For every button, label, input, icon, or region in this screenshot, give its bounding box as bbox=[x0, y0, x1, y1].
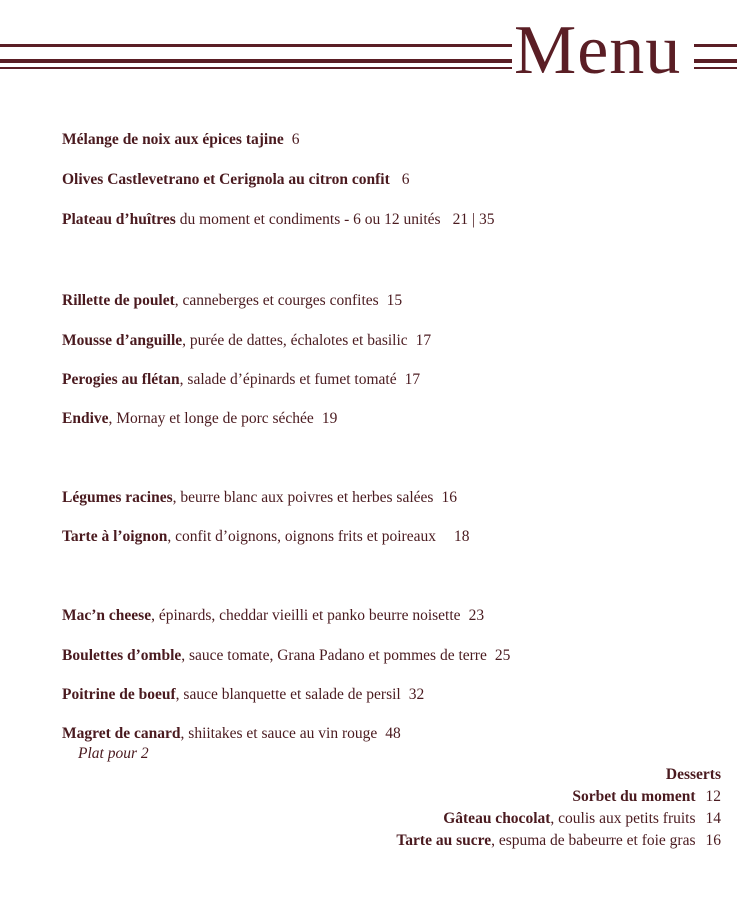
menu-item bbox=[62, 370, 420, 390]
item-price: 14 bbox=[705, 810, 721, 827]
item-price: 6 bbox=[291, 131, 300, 148]
item-desc: , épinards, cheddar vieilli et panko beurre noisette bbox=[151, 607, 461, 624]
item-price: 23 bbox=[468, 607, 485, 624]
header-rule-right-bottom bbox=[694, 67, 737, 69]
item-desc: , beurre blanc aux poivres et herbes salées bbox=[172, 489, 434, 506]
item-name: Rillette de poulet bbox=[62, 292, 175, 309]
item-desc: , espuma de babeurre et foie gras bbox=[491, 832, 696, 849]
item-price: 19 bbox=[321, 410, 338, 427]
item-price: 17 bbox=[415, 332, 432, 349]
menu-item bbox=[62, 130, 299, 150]
item-name: Magret de canard bbox=[62, 725, 181, 742]
menu-item bbox=[62, 291, 402, 311]
item-price: 48 bbox=[385, 725, 401, 742]
dessert-item bbox=[396, 830, 721, 852]
item-desc: , shiitakes et sauce au vin rouge bbox=[180, 725, 378, 742]
header-rule-left-middle bbox=[0, 59, 512, 63]
item-name: Mousse d’anguille bbox=[62, 332, 183, 349]
item-name: Perogies au flétan bbox=[62, 371, 180, 388]
item-price: 6 bbox=[401, 171, 410, 188]
item-desc: , salade d’épinards et fumet tomaté bbox=[179, 371, 397, 388]
menu-item bbox=[62, 331, 431, 351]
item-desc: , coulis aux petits fruits bbox=[550, 810, 696, 827]
menu-item bbox=[62, 409, 337, 429]
item-name: Légumes racines bbox=[62, 489, 173, 506]
item-price: 12 bbox=[705, 788, 721, 805]
item-name: Endive bbox=[62, 410, 109, 427]
menu-item bbox=[62, 170, 410, 190]
item-price: 18 bbox=[453, 528, 470, 545]
item-desc: , Mornay et longe de porc séchée bbox=[108, 410, 314, 427]
item-desc: , purée de dattes, échalotes et basilic bbox=[182, 332, 408, 349]
menu-item bbox=[62, 646, 510, 666]
item-desc: , sauce blanquette et salade de persil bbox=[175, 686, 401, 703]
item-desc: , canneberges et courges confites bbox=[174, 292, 379, 309]
item-name: Tarte à l’oignon bbox=[62, 528, 168, 545]
item-name: Gâteau chocolat bbox=[443, 810, 551, 827]
menu-item bbox=[62, 488, 457, 508]
menu-item bbox=[62, 606, 484, 626]
item-price: 32 bbox=[408, 686, 425, 703]
item-desc: , confit d’oignons, oignons frits et poireaux bbox=[167, 528, 436, 545]
item-price: 21 | 35 bbox=[452, 211, 495, 228]
item-name: Mac’n cheese bbox=[62, 607, 152, 624]
item-desc: , sauce tomate, Grana Padano et pommes de terre bbox=[181, 647, 487, 664]
item-price: 17 bbox=[404, 371, 421, 388]
dessert-item bbox=[396, 808, 721, 830]
item-name: Olives Castlevetrano et Cerignola au citron confit bbox=[62, 171, 390, 188]
dessert-item bbox=[396, 786, 721, 808]
desserts-heading: Desserts bbox=[665, 766, 721, 783]
item-name: Poitrine de boeuf bbox=[62, 686, 176, 703]
desserts-section bbox=[396, 764, 721, 852]
menu-item bbox=[62, 685, 424, 705]
menu-item bbox=[62, 724, 401, 744]
item-name: Plateau d’huîtres bbox=[62, 211, 176, 228]
item-price: 16 bbox=[705, 832, 721, 849]
item-price: 15 bbox=[386, 292, 403, 309]
item-note: Plat pour 2 bbox=[78, 745, 149, 762]
item-name: Sorbet du moment bbox=[572, 788, 696, 805]
item-desc: du moment et condiments - 6 ou 12 unités bbox=[175, 211, 441, 228]
item-price: 25 bbox=[494, 647, 511, 664]
header-rule-right-middle bbox=[694, 59, 737, 63]
menu-item bbox=[62, 210, 494, 230]
header-rule-left-bottom bbox=[0, 67, 512, 69]
item-price: 16 bbox=[441, 489, 457, 506]
item-name: Boulettes d’omble bbox=[62, 647, 182, 664]
page-title: Menu bbox=[514, 12, 682, 89]
item-name: Tarte au sucre bbox=[396, 832, 492, 849]
header-rule-right-top bbox=[694, 44, 737, 47]
item-name: Mélange de noix aux épices tajine bbox=[62, 131, 284, 148]
header-rule-left-top bbox=[0, 44, 512, 47]
menu-item bbox=[62, 527, 469, 547]
